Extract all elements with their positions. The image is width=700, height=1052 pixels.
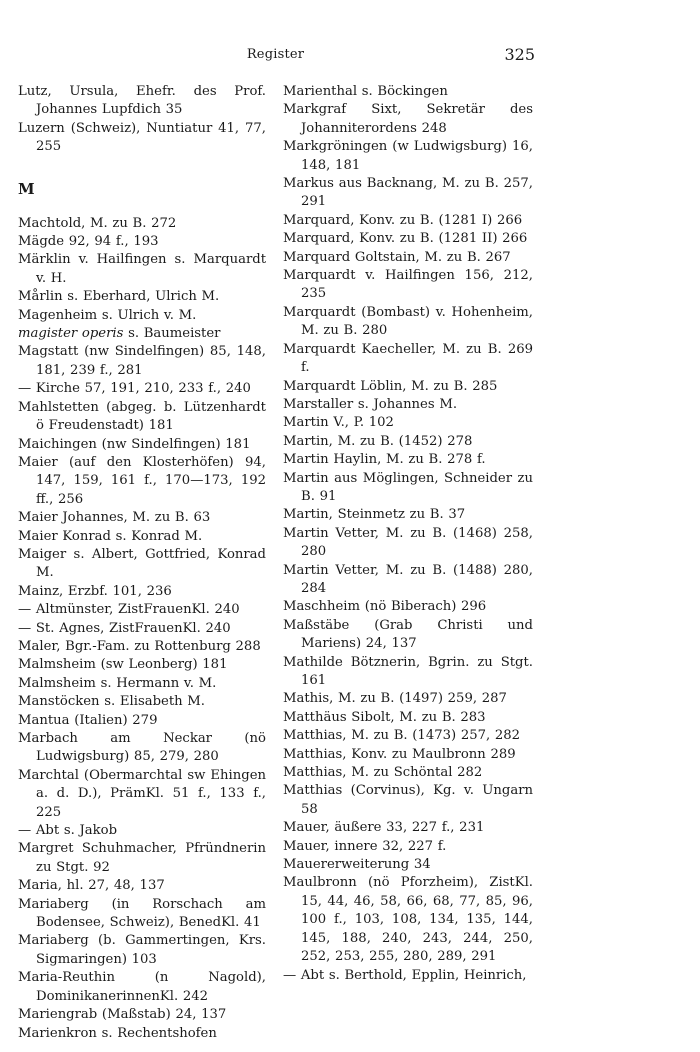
index-entry: Marbach am Neckar (nö Ludwigsburg) 85, 279, 280 — [18, 731, 266, 765]
index-entry: Maichingen (nw Sindelfingen) 181 — [18, 436, 251, 452]
index-column-left — [18, 83, 266, 1043]
index-entry: Marstaller s. Johannes M. — [283, 396, 458, 412]
index-entry: Marquard, Konv. zu B. (1281 I) 266 — [283, 212, 523, 228]
index-entry: Markgraf Sixt, Sekretär des Johanniterordens 248 — [283, 102, 533, 136]
index-entry: Luzern (Schweiz), Nuntiatur 41, 77, 255 — [18, 120, 266, 155]
index-entry: Magenheim s. Ulrich v. M. — [18, 307, 197, 323]
index-entry: Marquard, Konv. zu B. (1281 II) 266 — [283, 231, 528, 247]
index-entry: Martin V., P. 102 — [283, 415, 394, 431]
index-entry: Lutz, Ursula, Ehefr. des Prof. Johannes Lupfdich 35 — [18, 84, 266, 118]
entry-group-before — [18, 83, 266, 157]
index-entry: Martin Haylin, M. zu B. 278 f. — [283, 452, 486, 468]
index-entry: Malmsheim s. Hermann v. M. — [18, 675, 217, 691]
index-entry: Manstöcken s. Elisabeth M. — [18, 694, 206, 710]
index-entry: Markgröningen (w Ludwigsburg) 16, 148, 181 — [283, 139, 533, 173]
page-number: 325 — [504, 45, 535, 64]
index-entry: Maria, hl. 27, 48, 137 — [18, 878, 165, 894]
index-entry: Marienkron s. Rechentshofen — [18, 1025, 217, 1041]
index-entry: Matthias, M. zu Schöntal 282 — [283, 765, 483, 781]
index-entry: Maiger s. Albert, Gottfried, Konrad M. — [18, 546, 266, 581]
index-entry: Marquardt Löblin, M. zu B. 285 — [283, 378, 498, 394]
section-letter: M — [18, 179, 35, 198]
index-entry: Marquardt v. Hailfingen 156, 212, 235 — [283, 268, 533, 302]
index-column-right — [283, 83, 533, 985]
index-entry: Mariengrab (Maßstab) 24, 137 — [18, 1007, 227, 1023]
index-entry: Margret Schuhmacher, Pfründnerin zu Stgt. 92 — [18, 841, 266, 875]
index-entry: Maulbronn (nö Pforzheim), ZistKl. 15, 44, 46, 58, 66, 68, 77, 85, 96, 100 f., 103, 108, 134, 135, 144, 145, 188, 240, 243, 244, 250, 252, 253, 255, 280, 289, 291 — [283, 875, 533, 965]
index-entry: Mårlin s. Eberhard, Ulrich M. — [18, 289, 220, 305]
index-entry: Malmsheim (sw Leonberg) 181 — [18, 657, 228, 673]
index-entry: Maler, Bgr.-Fam. zu Rottenburg 288 — [18, 638, 261, 654]
index-entry: Maschheim (nö Biberach) 296 — [283, 599, 487, 615]
index-entry: Markus aus Backnang, M. zu B. 257, 291 — [283, 176, 533, 210]
index-entry: — Kirche 57, 191, 210, 233 f., 240 — [18, 381, 251, 397]
index-entry: Matthias, Konv. zu Maulbronn 289 — [283, 746, 516, 762]
entry-group-right — [283, 83, 533, 985]
italic-term: magister operis — [18, 326, 124, 342]
index-entry: Marquardt Kaecheller, M. zu B. 269 f. — [283, 341, 533, 376]
index-entry: Mauer, innere 32, 227 f. — [283, 838, 447, 854]
index-entry: Martin Vetter, M. zu B. (1488) 280, 284 — [283, 562, 533, 596]
index-entry: Maier (auf den Klosterhöfen) 94, 147, 159, 161 f., 170—173, 192 ff., 256 — [18, 454, 266, 507]
index-entry: Marchtal (Obermarchtal sw Ehingen a. d. D.), PrämKl. 51 f., 133 f., 225 — [18, 767, 266, 820]
italic-entry-rest: s. Baumeister — [123, 326, 221, 342]
running-header — [18, 44, 533, 68]
index-entry: Matthias, M. zu B. (1473) 257, 282 — [283, 728, 521, 744]
index-entry: Mauer, äußere 33, 227 f., 231 — [283, 820, 485, 836]
index-entry: Mariaberg (b. Gammertingen, Krs. Sigmaringen) 103 — [18, 933, 266, 967]
index-entry: Maria-Reuthin (n Nagold), DominikanerinnenKl. 242 — [18, 970, 266, 1004]
index-entry: Magstatt (nw Sindelfingen) 85, 148, 181, 239 f., 281 — [18, 344, 266, 378]
index-entry: — Abt s. Berthold, Epplin, Heinrich, — [283, 967, 527, 983]
index-entry: Martin, M. zu B. (1452) 278 — [283, 433, 473, 449]
index-entry: — Abt s. Jakob — [18, 823, 118, 839]
index-entry: Marquard Goltstain, M. zu B. 267 — [283, 249, 511, 265]
index-entry: Mariaberg (in Rorschach am Bodensee, Schweiz), BenedKl. 41 — [18, 896, 266, 931]
index-entry: Mahlstetten (abgeg. b. Lützenhardt ö Freudenstadt) 181 — [18, 399, 266, 434]
index-entry: Mägde 92, 94 f., 193 — [18, 234, 159, 250]
entry-group-b — [18, 343, 266, 1042]
index-entry: — St. Agnes, ZistFrauenKl. 240 — [18, 620, 231, 636]
index-entry: Maier Konrad s. Konrad M. — [18, 528, 203, 544]
index-entry: Martin, Steinmetz zu B. 37 — [283, 507, 466, 523]
index-entry: Mauererweiterung 34 — [283, 857, 431, 873]
index-entry: Mantua (Italien) 279 — [18, 712, 158, 728]
index-entry: Marquardt (Bombast) v. Hohenheim, M. zu B. 280 — [283, 304, 533, 339]
index-entry: Märklin v. Hailfingen s. Marquardt v. H. — [18, 252, 266, 286]
index-entry: Mathis, M. zu B. (1497) 259, 287 — [283, 691, 507, 707]
index-entry: Mainz, Erzbf. 101, 236 — [18, 583, 172, 599]
index-entry-italic — [18, 325, 266, 343]
index-entry: Matthäus Sibolt, M. zu B. 283 — [283, 709, 486, 725]
index-entry: Matthias (Corvinus), Kg. v. Ungarn 58 — [283, 783, 533, 817]
index-entry: Maßstäbe (Grab Christi und Mariens) 24, 137 — [283, 617, 533, 652]
index-entry: Maier Johannes, M. zu B. 63 — [18, 510, 211, 526]
index-entry: Machtold, M. zu B. 272 — [18, 215, 177, 231]
index-entry: Martin aus Möglingen, Schneider zu B. 91 — [283, 470, 533, 504]
index-entry: Mathilde Bötznerin, Bgrin. zu Stgt. 161 — [283, 654, 533, 688]
index-entry: — Altmünster, ZistFrauenKl. 240 — [18, 602, 240, 618]
entry-group-a — [18, 215, 266, 325]
running-title: Register — [246, 47, 305, 62]
index-entry: Marienthal s. Böckingen — [283, 84, 448, 99]
index-entry: Martin Vetter, M. zu B. (1468) 258, 280 — [283, 525, 533, 560]
